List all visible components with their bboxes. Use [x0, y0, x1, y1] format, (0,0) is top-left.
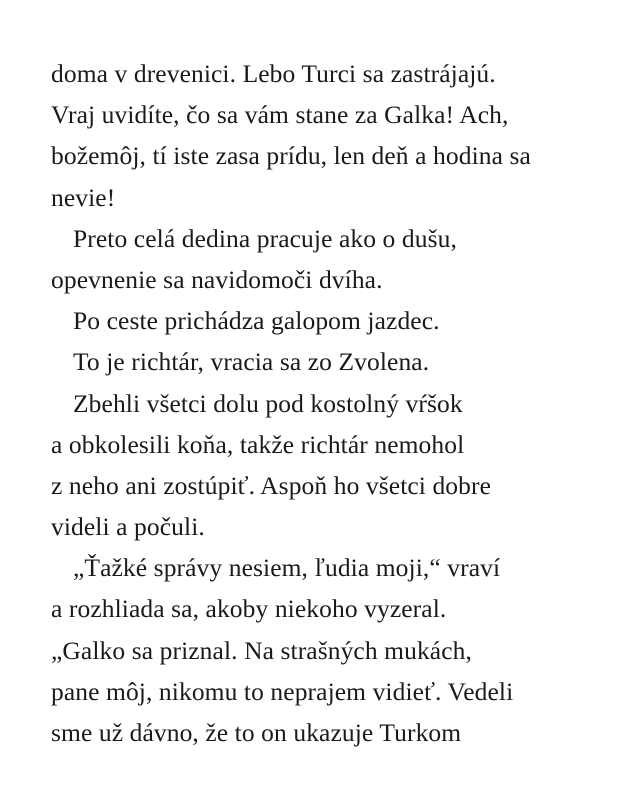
text-line-16: pane môj, nikomu to neprajem vidieť. Vedeli: [51, 676, 514, 706]
text-line-1: doma v drevenici. Lebo Turci sa zastrájajú.: [51, 59, 496, 88]
text-line-4: nevie!: [51, 182, 116, 212]
text-line-8: To je richtár, vracia sa zo Zvolena.: [73, 347, 430, 377]
text-line-3: božemôj, tí iste zasa prídu, len deň a hodina sa: [51, 141, 531, 171]
text-line-11: z neho ani zostúpiť. Aspoň ho všetci dobre: [51, 470, 492, 500]
text-line-15: „Galko sa priznal. Na strašných mukách,: [51, 635, 472, 665]
body-text: [51, 53, 611, 753]
text-line-14: a rozhliada sa, akoby niekoho vyzeral.: [51, 594, 447, 624]
text-line-7: Po ceste prichádza galopom jazdec.: [73, 306, 440, 336]
text-line-9: Zbehli všetci dolu pod kostolný vŕšok: [73, 388, 463, 418]
text-line-13: „Ťažké správy nesiem, ľudia moji,“ vraví: [73, 553, 501, 583]
text-line-10: a obkolesili koňa, takže richtár nemohol: [51, 429, 465, 459]
text-line-5: Preto celá dedina pracuje ako o dušu,: [73, 223, 457, 253]
text-line-12: videli a počuli.: [51, 512, 205, 542]
text-line-2: Vraj uvidíte, čo sa vám stane za Galka! Ach,: [51, 100, 509, 130]
text-line-17: sme už dávno, že to on ukazuje Turkom: [51, 718, 462, 747]
text-line-6: opevnenie sa navidomoči dvíha.: [51, 264, 383, 294]
